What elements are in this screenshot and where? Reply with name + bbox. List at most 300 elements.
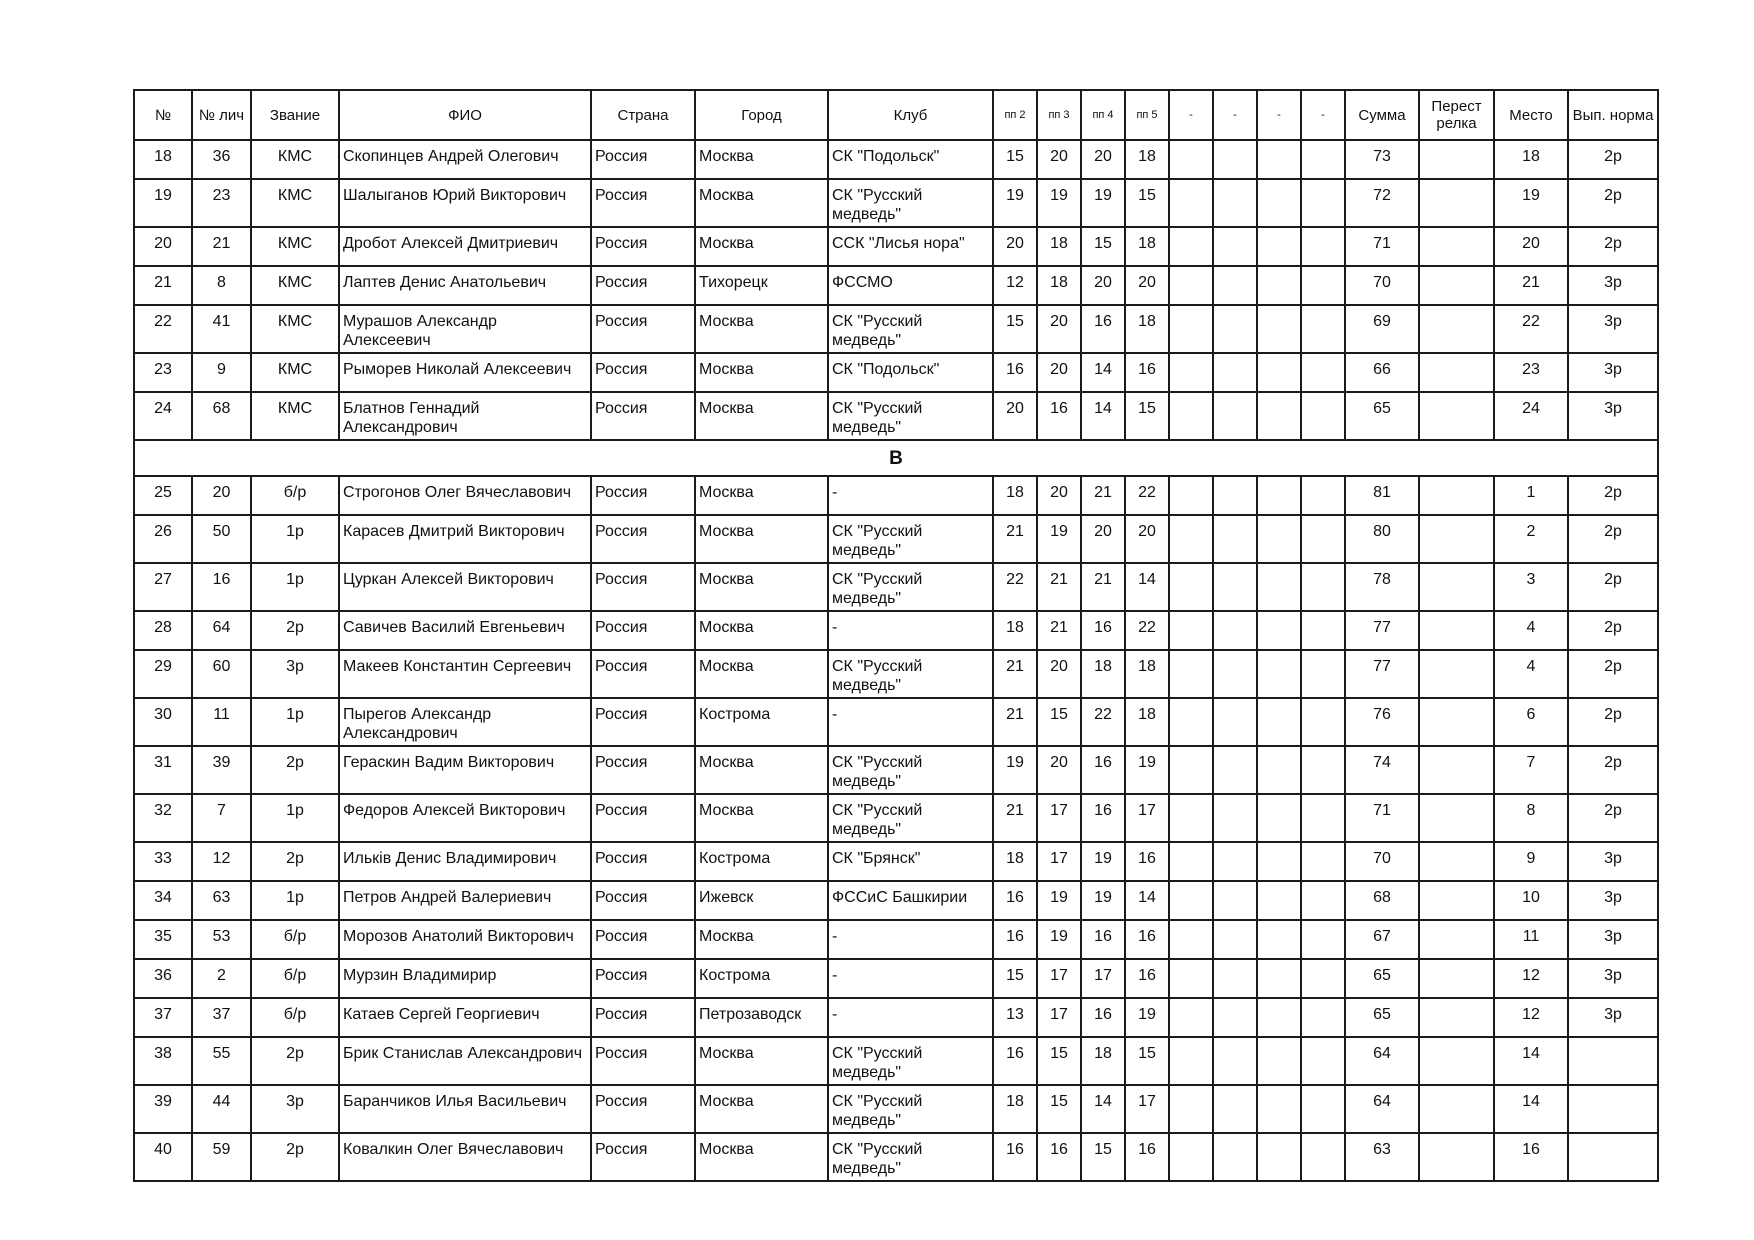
table-row (134, 881, 1658, 920)
cell-empty (1257, 920, 1301, 959)
cell-country: Россия (591, 305, 695, 353)
cell-series-3: 17 (1037, 842, 1081, 881)
cell-series-4: 17 (1081, 959, 1125, 998)
cell-personal-number: 37 (192, 998, 251, 1037)
cell-city: Кострома (695, 842, 828, 881)
cell-place: 12 (1494, 998, 1568, 1037)
cell-empty (1257, 1133, 1301, 1181)
cell-personal-number: 21 (192, 227, 251, 266)
cell-empty (1213, 179, 1257, 227)
header-cell: № лич (192, 90, 251, 140)
cell-empty (1169, 179, 1213, 227)
cell-norm: 2р (1568, 698, 1658, 746)
cell-empty (1301, 563, 1345, 611)
cell-sum: 80 (1345, 515, 1419, 563)
cell-norm: 3р (1568, 392, 1658, 440)
cell-personal-number: 7 (192, 794, 251, 842)
cell-empty (1169, 650, 1213, 698)
cell-city: Ижевск (695, 881, 828, 920)
cell-club: - (828, 698, 993, 746)
cell-sum: 74 (1345, 746, 1419, 794)
cell-personal-number: 64 (192, 611, 251, 650)
cell-empty (1169, 794, 1213, 842)
cell-empty (1169, 1037, 1213, 1085)
cell-series-4: 21 (1081, 476, 1125, 515)
cell-empty (1257, 794, 1301, 842)
cell-name: Морозов Анатолий Викторович (339, 920, 591, 959)
cell-series-5: 19 (1125, 746, 1169, 794)
cell-country: Россия (591, 392, 695, 440)
cell-series-5: 18 (1125, 650, 1169, 698)
cell-empty (1213, 476, 1257, 515)
cell-club: - (828, 476, 993, 515)
cell-name: Мурзин Владимирир (339, 959, 591, 998)
cell-rank: КМС (251, 140, 339, 179)
cell-club: - (828, 998, 993, 1037)
cell-name: Карасев Дмитрий Викторович (339, 515, 591, 563)
cell-empty (1301, 392, 1345, 440)
cell-series-2: 18 (993, 476, 1037, 515)
cell-empty (1213, 140, 1257, 179)
cell-empty (1169, 140, 1213, 179)
cell-city: Кострома (695, 959, 828, 998)
cell-personal-number: 59 (192, 1133, 251, 1181)
cell-norm (1568, 1037, 1658, 1085)
cell-series-5: 16 (1125, 920, 1169, 959)
cell-sum: 64 (1345, 1037, 1419, 1085)
cell-club: СК "Русский медведь" (828, 179, 993, 227)
cell-norm: 2р (1568, 179, 1658, 227)
table-row (134, 650, 1658, 698)
cell-series-5: 17 (1125, 794, 1169, 842)
cell-empty (1169, 920, 1213, 959)
cell-place: 14 (1494, 1085, 1568, 1133)
cell-series-5: 22 (1125, 476, 1169, 515)
cell-series-2: 21 (993, 698, 1037, 746)
cell-sum: 70 (1345, 842, 1419, 881)
cell-series-3: 20 (1037, 650, 1081, 698)
cell-club: СК "Русский медведь" (828, 392, 993, 440)
cell-empty (1257, 476, 1301, 515)
cell-country: Россия (591, 842, 695, 881)
cell-norm: 2р (1568, 611, 1658, 650)
cell-name: Блатнов Геннадий Александрович (339, 392, 591, 440)
cell-series-2: 20 (993, 227, 1037, 266)
cell-place: 4 (1494, 611, 1568, 650)
header-cell: - (1213, 90, 1257, 140)
cell-number: 19 (134, 179, 192, 227)
cell-series-4: 20 (1081, 266, 1125, 305)
cell-country: Россия (591, 650, 695, 698)
cell-country: Россия (591, 563, 695, 611)
cell-place: 20 (1494, 227, 1568, 266)
cell-empty (1213, 920, 1257, 959)
results-group-bottom (134, 476, 1658, 1181)
table-row (134, 698, 1658, 746)
cell-empty (1169, 353, 1213, 392)
table-row (134, 1085, 1658, 1133)
cell-series-3: 15 (1037, 698, 1081, 746)
cell-series-3: 19 (1037, 920, 1081, 959)
table-row (134, 266, 1658, 305)
cell-sum: 81 (1345, 476, 1419, 515)
cell-empty (1257, 611, 1301, 650)
cell-series-5: 14 (1125, 881, 1169, 920)
cell-name: Шалыганов Юрий Викторович (339, 179, 591, 227)
cell-club: СК "Русский медведь" (828, 1037, 993, 1085)
cell-shootoff (1419, 998, 1494, 1037)
cell-series-4: 19 (1081, 842, 1125, 881)
header-cell: Звание (251, 90, 339, 140)
cell-number: 36 (134, 959, 192, 998)
cell-empty (1257, 650, 1301, 698)
cell-city: Москва (695, 1037, 828, 1085)
cell-empty (1213, 998, 1257, 1037)
cell-series-3: 16 (1037, 392, 1081, 440)
cell-rank: 1р (251, 563, 339, 611)
cell-city: Москва (695, 392, 828, 440)
cell-club: СК "Подольск" (828, 353, 993, 392)
cell-empty (1257, 353, 1301, 392)
cell-empty (1257, 881, 1301, 920)
cell-shootoff (1419, 140, 1494, 179)
cell-empty (1257, 998, 1301, 1037)
cell-series-4: 14 (1081, 392, 1125, 440)
cell-series-5: 15 (1125, 1037, 1169, 1085)
table-row (134, 998, 1658, 1037)
results-sheet (133, 89, 1659, 1182)
cell-country: Россия (591, 227, 695, 266)
cell-country: Россия (591, 353, 695, 392)
cell-empty (1301, 794, 1345, 842)
header-cell: пп 5 (1125, 90, 1169, 140)
cell-personal-number: 63 (192, 881, 251, 920)
cell-shootoff (1419, 1085, 1494, 1133)
cell-series-5: 17 (1125, 1085, 1169, 1133)
cell-place: 14 (1494, 1037, 1568, 1085)
cell-rank: б/р (251, 959, 339, 998)
cell-empty (1301, 611, 1345, 650)
cell-series-5: 20 (1125, 515, 1169, 563)
cell-number: 38 (134, 1037, 192, 1085)
cell-country: Россия (591, 1085, 695, 1133)
cell-sum: 67 (1345, 920, 1419, 959)
cell-country: Россия (591, 1133, 695, 1181)
cell-empty (1301, 920, 1345, 959)
cell-club: СК "Брянск" (828, 842, 993, 881)
cell-series-4: 20 (1081, 140, 1125, 179)
cell-empty (1301, 476, 1345, 515)
cell-personal-number: 44 (192, 1085, 251, 1133)
header-cell: ФИО (339, 90, 591, 140)
cell-empty (1301, 140, 1345, 179)
section-row (134, 440, 1658, 476)
cell-club: СК "Русский медведь" (828, 515, 993, 563)
cell-series-4: 22 (1081, 698, 1125, 746)
cell-name: Скопинцев Андрей Олегович (339, 140, 591, 179)
cell-series-5: 18 (1125, 698, 1169, 746)
cell-empty (1213, 650, 1257, 698)
cell-personal-number: 9 (192, 353, 251, 392)
cell-number: 31 (134, 746, 192, 794)
table-row (134, 842, 1658, 881)
cell-empty (1213, 1085, 1257, 1133)
table-row (134, 140, 1658, 179)
cell-place: 7 (1494, 746, 1568, 794)
header-cell: - (1301, 90, 1345, 140)
cell-empty (1301, 698, 1345, 746)
cell-series-2: 16 (993, 1133, 1037, 1181)
cell-rank: 1р (251, 698, 339, 746)
cell-place: 3 (1494, 563, 1568, 611)
header-cell: пп 2 (993, 90, 1037, 140)
cell-personal-number: 39 (192, 746, 251, 794)
cell-series-5: 22 (1125, 611, 1169, 650)
header-cell: - (1257, 90, 1301, 140)
cell-name: Цуркан Алексей Викторович (339, 563, 591, 611)
cell-series-3: 16 (1037, 1133, 1081, 1181)
cell-empty (1257, 698, 1301, 746)
cell-name: Гераскин Вадим Викторович (339, 746, 591, 794)
cell-city: Москва (695, 476, 828, 515)
cell-empty (1169, 998, 1213, 1037)
cell-norm (1568, 1133, 1658, 1181)
cell-series-4: 16 (1081, 920, 1125, 959)
cell-rank: 3р (251, 1085, 339, 1133)
cell-norm: 3р (1568, 266, 1658, 305)
cell-empty (1169, 563, 1213, 611)
cell-rank: 1р (251, 794, 339, 842)
cell-rank: 1р (251, 515, 339, 563)
cell-sum: 70 (1345, 266, 1419, 305)
cell-name: Мурашов Александр Алексеевич (339, 305, 591, 353)
cell-personal-number: 36 (192, 140, 251, 179)
cell-empty (1257, 563, 1301, 611)
cell-number: 40 (134, 1133, 192, 1181)
cell-norm: 3р (1568, 842, 1658, 881)
cell-personal-number: 11 (192, 698, 251, 746)
cell-series-2: 16 (993, 1037, 1037, 1085)
cell-number: 28 (134, 611, 192, 650)
cell-country: Россия (591, 1037, 695, 1085)
cell-number: 22 (134, 305, 192, 353)
cell-norm: 2р (1568, 515, 1658, 563)
cell-personal-number: 23 (192, 179, 251, 227)
table-row (134, 959, 1658, 998)
cell-norm: 3р (1568, 305, 1658, 353)
cell-series-4: 16 (1081, 305, 1125, 353)
cell-empty (1169, 1133, 1213, 1181)
cell-empty (1169, 746, 1213, 794)
cell-club: ФССиС Башкирии (828, 881, 993, 920)
cell-empty (1213, 1037, 1257, 1085)
cell-empty (1213, 881, 1257, 920)
cell-number: 32 (134, 794, 192, 842)
cell-number: 23 (134, 353, 192, 392)
cell-shootoff (1419, 794, 1494, 842)
cell-sum: 64 (1345, 1085, 1419, 1133)
cell-rank: КМС (251, 266, 339, 305)
cell-series-2: 18 (993, 842, 1037, 881)
cell-empty (1169, 476, 1213, 515)
header-cell: - (1169, 90, 1213, 140)
cell-series-4: 18 (1081, 650, 1125, 698)
cell-empty (1169, 959, 1213, 998)
cell-rank: б/р (251, 920, 339, 959)
cell-place: 11 (1494, 920, 1568, 959)
cell-club: СК "Русский медведь" (828, 1133, 993, 1181)
cell-shootoff (1419, 179, 1494, 227)
section-group (134, 440, 1658, 476)
cell-shootoff (1419, 1037, 1494, 1085)
cell-place: 24 (1494, 392, 1568, 440)
cell-empty (1301, 959, 1345, 998)
cell-sum: 77 (1345, 650, 1419, 698)
cell-personal-number: 55 (192, 1037, 251, 1085)
cell-sum: 65 (1345, 392, 1419, 440)
cell-number: 30 (134, 698, 192, 746)
cell-city: Москва (695, 611, 828, 650)
cell-empty (1169, 842, 1213, 881)
cell-norm: 2р (1568, 794, 1658, 842)
cell-place: 22 (1494, 305, 1568, 353)
cell-rank: КМС (251, 392, 339, 440)
cell-shootoff (1419, 392, 1494, 440)
cell-place: 1 (1494, 476, 1568, 515)
cell-series-4: 15 (1081, 227, 1125, 266)
cell-club: СК "Русский медведь" (828, 563, 993, 611)
cell-norm: 2р (1568, 140, 1658, 179)
cell-empty (1213, 959, 1257, 998)
cell-shootoff (1419, 1133, 1494, 1181)
cell-shootoff (1419, 842, 1494, 881)
cell-empty (1213, 353, 1257, 392)
cell-name: Лаптев Денис Анатольевич (339, 266, 591, 305)
cell-series-4: 18 (1081, 1037, 1125, 1085)
cell-series-5: 20 (1125, 266, 1169, 305)
cell-shootoff (1419, 746, 1494, 794)
cell-empty (1301, 998, 1345, 1037)
cell-empty (1301, 266, 1345, 305)
cell-number: 33 (134, 842, 192, 881)
cell-series-3: 17 (1037, 794, 1081, 842)
cell-rank: 1р (251, 881, 339, 920)
cell-empty (1213, 515, 1257, 563)
cell-empty (1169, 392, 1213, 440)
cell-rank: 2р (251, 611, 339, 650)
cell-series-5: 15 (1125, 392, 1169, 440)
cell-empty (1301, 1037, 1345, 1085)
cell-empty (1213, 698, 1257, 746)
cell-series-3: 19 (1037, 881, 1081, 920)
cell-city: Петрозаводск (695, 998, 828, 1037)
cell-series-2: 12 (993, 266, 1037, 305)
cell-name: Макеев Константин Сергеевич (339, 650, 591, 698)
cell-empty (1213, 746, 1257, 794)
cell-empty (1301, 179, 1345, 227)
cell-empty (1213, 227, 1257, 266)
table-row (134, 920, 1658, 959)
cell-personal-number: 68 (192, 392, 251, 440)
cell-series-5: 18 (1125, 227, 1169, 266)
cell-series-4: 21 (1081, 563, 1125, 611)
cell-rank: б/р (251, 998, 339, 1037)
cell-name: Пырегов Александр Александрович (339, 698, 591, 746)
cell-empty (1169, 611, 1213, 650)
cell-empty (1257, 140, 1301, 179)
cell-empty (1213, 842, 1257, 881)
cell-series-3: 20 (1037, 140, 1081, 179)
cell-empty (1213, 611, 1257, 650)
cell-shootoff (1419, 698, 1494, 746)
cell-series-2: 16 (993, 353, 1037, 392)
cell-name: Федоров Алексей Викторович (339, 794, 591, 842)
cell-country: Россия (591, 476, 695, 515)
cell-country: Россия (591, 140, 695, 179)
cell-number: 39 (134, 1085, 192, 1133)
cell-series-2: 20 (993, 392, 1037, 440)
cell-shootoff (1419, 650, 1494, 698)
header-cell: Сумма (1345, 90, 1419, 140)
cell-series-5: 18 (1125, 305, 1169, 353)
cell-city: Москва (695, 794, 828, 842)
cell-city: Москва (695, 305, 828, 353)
header-cell: пп 3 (1037, 90, 1081, 140)
cell-empty (1301, 305, 1345, 353)
cell-series-2: 13 (993, 998, 1037, 1037)
cell-city: Москва (695, 1133, 828, 1181)
cell-empty (1301, 881, 1345, 920)
cell-series-3: 15 (1037, 1037, 1081, 1085)
cell-sum: 69 (1345, 305, 1419, 353)
cell-norm: 2р (1568, 746, 1658, 794)
cell-series-2: 18 (993, 611, 1037, 650)
cell-number: 24 (134, 392, 192, 440)
table-header-row (134, 90, 1658, 140)
cell-series-5: 16 (1125, 842, 1169, 881)
cell-club: - (828, 920, 993, 959)
cell-country: Россия (591, 698, 695, 746)
cell-series-2: 18 (993, 1085, 1037, 1133)
cell-sum: 65 (1345, 998, 1419, 1037)
cell-sum: 76 (1345, 698, 1419, 746)
cell-name: Рыморев Николай Алексеевич (339, 353, 591, 392)
cell-rank: 2р (251, 746, 339, 794)
cell-city: Москва (695, 1085, 828, 1133)
header-cell: Вып. норма (1568, 90, 1658, 140)
cell-number: 29 (134, 650, 192, 698)
cell-name: Дробот Алексей Дмитриевич (339, 227, 591, 266)
cell-empty (1257, 746, 1301, 794)
cell-empty (1257, 266, 1301, 305)
cell-place: 4 (1494, 650, 1568, 698)
cell-city: Москва (695, 920, 828, 959)
cell-place: 12 (1494, 959, 1568, 998)
section-label: В (134, 440, 1658, 476)
cell-series-2: 21 (993, 794, 1037, 842)
cell-series-3: 20 (1037, 476, 1081, 515)
table-row (134, 476, 1658, 515)
cell-name: Баранчиков Илья Васильевич (339, 1085, 591, 1133)
cell-empty (1301, 515, 1345, 563)
cell-shootoff (1419, 959, 1494, 998)
cell-rank: 3р (251, 650, 339, 698)
cell-series-2: 21 (993, 515, 1037, 563)
results-group-top (134, 140, 1658, 440)
cell-sum: 72 (1345, 179, 1419, 227)
table-row (134, 515, 1658, 563)
cell-series-3: 20 (1037, 353, 1081, 392)
